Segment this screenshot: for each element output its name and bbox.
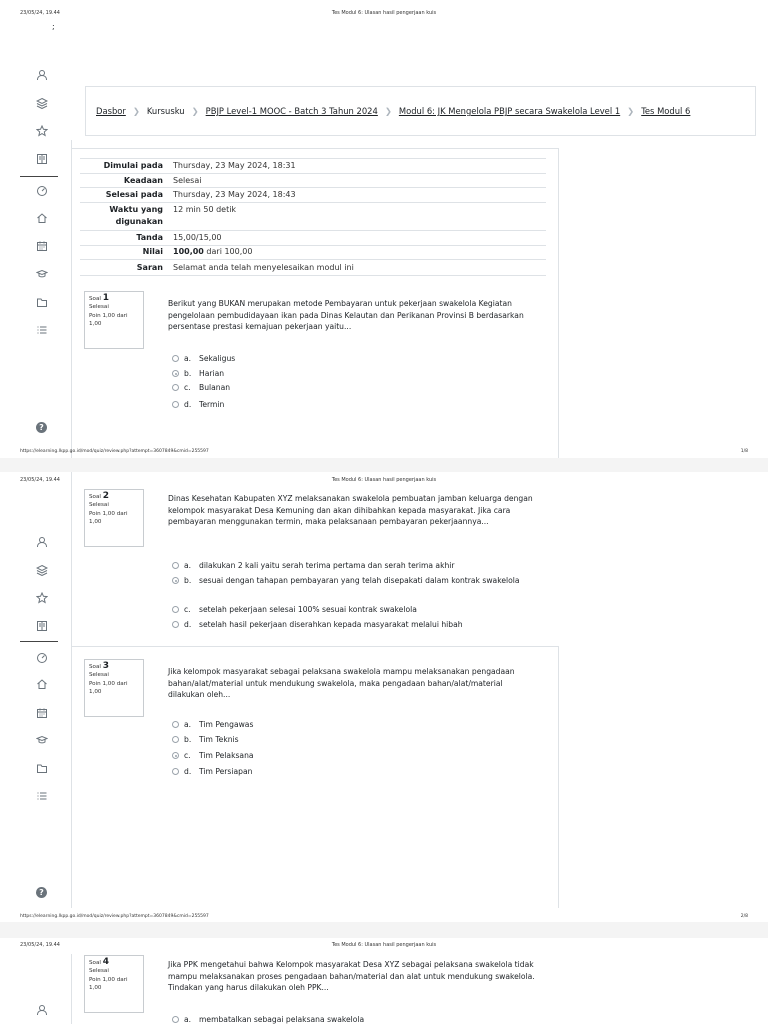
question-state: Selesai xyxy=(89,671,109,678)
option-text: setelah pekerjaan selesai 100% sesuai kontrak swakelola xyxy=(199,605,417,614)
question-text-2: Dinas Kesehatan Kabupaten XYZ melaksanakan swakelola pembuatan jamban keluarga dengan kelompok masyarakat Desa Kemuning dan akan dihibahkan kepada masyarakat. Jika cara pembayaran menggunakan termin, maka pelaksanaan pembayaran pekerjaannya... xyxy=(168,494,533,526)
option-text: Tim Teknis xyxy=(199,735,239,744)
question-info-1 xyxy=(84,291,144,349)
graduation-cap-icon[interactable] xyxy=(36,734,48,746)
summary-key: Nilai xyxy=(142,247,163,256)
summary-divider xyxy=(80,158,546,159)
radio-button[interactable] xyxy=(172,736,179,743)
option-letter: a. xyxy=(184,1015,192,1024)
print-title: Tes Modul 6: Ulasan hasil pengerjaan kuis xyxy=(331,942,437,948)
question-text-3: Jika kelompok masyarakat sebagai pelaksana swakelola mampu melaksanakan pengadaan bahan/alat/material untuk mendukung swakelola, maka pengadaan bahan/alat/material dilakukan oleh... xyxy=(168,667,515,699)
summary-key: Saran xyxy=(136,263,163,272)
radio-button[interactable] xyxy=(172,355,179,362)
help-icon[interactable]: ? xyxy=(36,422,47,433)
summary-key: Selesai pada xyxy=(105,190,163,199)
print-page-2 xyxy=(0,472,768,922)
question-text-4: Jika PPK mengetahui bahwa Kelompok masyarakat Desa XYZ sebagai pelaksana swakelola tidak mampu melaksanakan proses pengadaan bahan/material dan alat untuk mendukung swakelola. Tindakan yang harus dilakukan oleh PPK... xyxy=(168,960,535,992)
folder-icon[interactable] xyxy=(36,762,48,774)
users-icon[interactable] xyxy=(36,69,48,81)
summary-value: Thursday, 23 May 2024, 18:43 xyxy=(173,190,296,199)
question-info-4 xyxy=(84,955,144,1013)
option-letter: a. xyxy=(184,720,192,729)
content-left-border xyxy=(71,954,72,1024)
radio-button[interactable] xyxy=(172,562,179,569)
summary-key: Waktu yang digunakan xyxy=(109,205,163,226)
radio-button[interactable] xyxy=(172,721,179,728)
gauge-icon[interactable] xyxy=(36,185,48,197)
print-header xyxy=(0,942,768,952)
layers-icon[interactable] xyxy=(36,564,48,576)
breadcrumb xyxy=(96,106,690,116)
question-points: Poin 1,00 dari 1,00 xyxy=(89,511,128,525)
page-gap xyxy=(0,458,768,472)
stray-mark: ; xyxy=(52,22,55,31)
book-icon[interactable] xyxy=(36,620,48,632)
layers-icon[interactable] xyxy=(36,97,48,109)
option-letter: a. xyxy=(184,561,192,570)
summary-row-duration xyxy=(80,204,546,228)
option-text: dilakukan 2 kali yaitu serah terima pertama dan serah terima akhir xyxy=(199,561,455,570)
question-number: 4 xyxy=(102,957,110,967)
question-info-3 xyxy=(84,659,144,717)
radio-button[interactable] xyxy=(172,768,179,775)
help-icon[interactable]: ? xyxy=(36,887,47,898)
question-text-1: Berikut yang BUKAN merupakan metode Pembayaran untuk pekerjaan swakelola Kegiatan pengelolaan pembudidayaan ikan pada Dinas Kelautan dan Perikanan Provinsi B berdasarkan persentase prestasi kemajuan pekerjaan yaitu... xyxy=(168,299,524,331)
list-icon[interactable] xyxy=(36,790,48,802)
summary-value: Thursday, 23 May 2024, 18:31 xyxy=(173,161,296,170)
question-label: Soal xyxy=(89,494,101,500)
star-icon[interactable] xyxy=(36,592,48,604)
question-state: Selesai xyxy=(89,303,109,310)
folder-icon[interactable] xyxy=(36,296,48,308)
breadcrumb-separator: ❯ xyxy=(191,106,199,116)
book-icon[interactable] xyxy=(36,153,48,165)
summary-divider xyxy=(80,173,546,174)
calendar-icon[interactable] xyxy=(36,707,48,719)
radio-button-selected[interactable] xyxy=(172,752,179,759)
calendar-icon[interactable] xyxy=(36,240,48,252)
summary-key: Keadaan xyxy=(123,176,163,185)
option-letter: d. xyxy=(184,620,192,629)
print-date: 23/05/24, 19.44 xyxy=(20,477,60,483)
radio-button-selected[interactable] xyxy=(172,370,179,377)
question-info-2 xyxy=(84,489,144,547)
users-icon[interactable] xyxy=(36,536,48,548)
summary-value: 15,00/15,00 xyxy=(173,233,222,242)
breadcrumb-module[interactable]: Modul 6: JK Mengelola PBJP secara Swakelola Level 1 xyxy=(398,106,621,116)
graduation-cap-icon[interactable] xyxy=(36,268,48,280)
print-url: https://elearning.lkpp.go.id/mod/quiz/review.php?attempt=3607849&cmid=255597 xyxy=(20,449,209,454)
breadcrumb-container xyxy=(85,86,756,136)
option-text: Sekaligus xyxy=(199,354,236,363)
option-text: setelah hasil pekerjaan diserahkan kepada masyarakat melalui hibah xyxy=(199,620,463,629)
list-icon[interactable] xyxy=(36,324,48,336)
print-title: Tes Modul 6: Ulasan hasil pengerjaan kuis xyxy=(331,10,437,16)
summary-divider xyxy=(80,259,546,260)
question-points: Poin 1,00 dari 1,00 xyxy=(89,681,128,695)
page-gap xyxy=(0,922,768,938)
question-state: Selesai xyxy=(89,967,109,974)
question-number: 2 xyxy=(102,491,110,501)
gauge-icon[interactable] xyxy=(36,652,48,664)
summary-value xyxy=(173,246,543,257)
print-page-number: 2/8 xyxy=(740,914,748,919)
question-number: 3 xyxy=(102,661,110,671)
option-text: Bulanan xyxy=(199,383,231,392)
option-letter: b. xyxy=(184,576,192,585)
option-letter: d. xyxy=(184,400,192,409)
summary-divider xyxy=(80,230,546,231)
radio-button-selected[interactable] xyxy=(172,577,179,584)
grade-value: 100,00 xyxy=(173,247,204,256)
summary-divider xyxy=(80,187,546,188)
breadcrumb-dasbor[interactable]: Dasbor xyxy=(96,106,126,116)
breadcrumb-separator: ❯ xyxy=(384,106,392,116)
print-date: 23/05/24, 19.44 xyxy=(20,942,60,948)
print-header xyxy=(0,477,768,487)
nav-rail xyxy=(20,938,64,1024)
summary-value: Selamat anda telah menyelesaikan modul ini xyxy=(173,263,354,272)
summary-key: Dimulai pada xyxy=(103,161,163,170)
option-text: membatalkan sebagai pelaksana swakelola xyxy=(199,1015,365,1024)
print-page-number: 1/8 xyxy=(740,449,748,454)
print-title: Tes Modul 6: Ulasan hasil pengerjaan kuis xyxy=(331,477,437,483)
breadcrumb-separator: ❯ xyxy=(627,106,635,116)
breadcrumb-quiz[interactable]: Tes Modul 6 xyxy=(641,106,691,116)
print-page-1 xyxy=(0,0,768,458)
radio-button[interactable] xyxy=(172,606,179,613)
grade-total: dari 100,00 xyxy=(206,247,253,256)
summary-key: Tanda xyxy=(136,233,163,242)
breadcrumb-separator: ❯ xyxy=(132,106,140,116)
radio-button[interactable] xyxy=(172,1016,179,1023)
print-date: 23/05/24, 19.44 xyxy=(20,10,60,16)
summary-value: 12 min 50 detik xyxy=(173,205,237,214)
question-label: Soal xyxy=(89,296,101,302)
question-label: Soal xyxy=(89,960,101,966)
nav-rail xyxy=(20,472,64,922)
option-letter: c. xyxy=(184,751,191,760)
print-page-3 xyxy=(0,938,768,1024)
option-text: sesuai dengan tahapan pembayaran yang telah disepakati dalam kontrak swakelola xyxy=(199,576,520,585)
print-header xyxy=(0,10,768,20)
summary-value: Selesai xyxy=(173,176,202,185)
breadcrumb-kursusku[interactable]: Kursusku xyxy=(146,106,185,116)
option-letter: c. xyxy=(184,605,191,614)
radio-button[interactable] xyxy=(172,401,179,408)
option-text: Harian xyxy=(199,369,225,378)
question-points: Poin 1,00 dari 1,00 xyxy=(89,313,128,327)
print-url: https://elearning.lkpp.go.id/mod/quiz/review.php?attempt=3607849&cmid=255597 xyxy=(20,914,209,919)
option-letter: c. xyxy=(184,383,191,392)
option-letter: a. xyxy=(184,354,192,363)
breadcrumb-course[interactable]: PBJP Level-1 MOOC - Batch 3 Tahun 2024 xyxy=(205,106,378,116)
option-text: Tim Persiapan xyxy=(199,767,253,776)
home-icon[interactable] xyxy=(36,212,48,224)
question-points: Poin 1,00 dari 1,00 xyxy=(89,977,128,991)
home-icon[interactable] xyxy=(36,678,48,690)
question-number: 1 xyxy=(102,293,110,303)
option-text: Tim Pengawas xyxy=(199,720,254,729)
star-icon[interactable] xyxy=(36,125,48,137)
nav-rail xyxy=(20,0,64,458)
question-state: Selesai xyxy=(89,501,109,508)
option-text: Termin xyxy=(199,400,225,409)
summary-divider xyxy=(80,275,546,276)
users-icon[interactable] xyxy=(36,1004,48,1016)
question-label: Soal xyxy=(89,664,101,670)
option-letter: b. xyxy=(184,735,192,744)
option-text: Tim Pelaksana xyxy=(199,751,254,760)
option-letter: d. xyxy=(184,767,192,776)
summary-divider xyxy=(80,202,546,203)
option-letter: b. xyxy=(184,369,192,378)
radio-button[interactable] xyxy=(172,384,179,391)
radio-button[interactable] xyxy=(172,621,179,628)
